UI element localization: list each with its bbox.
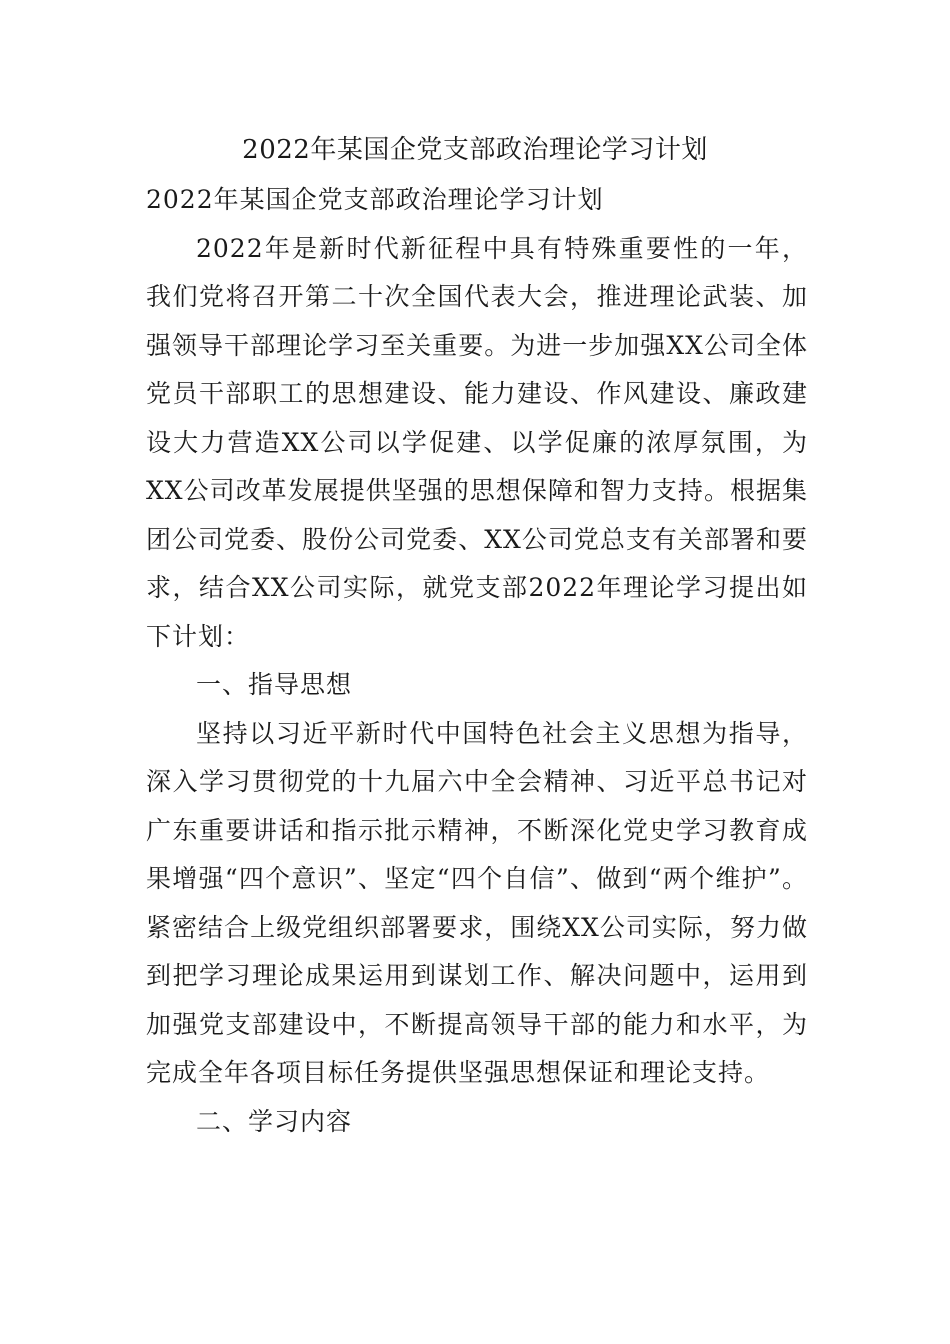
intro-paragraph: 2022年是新时代新征程中具有特殊重要性的一年，我们党将召开第二十次全国代表大会，推进理论武装、加强领导干部理论学习至关重要。为进一步加强XX公司全体党员干部职工的思想建设、能力建设、作风建设、廉政建设大力营造XX公司以学促建、以学促廉的浓厚氛围，为XX公司改革发展提供坚强的思想保障和智力支持。根据集团公司党委、股份公司党委、XX公司党总支有关部署和要求，结合XX公司实际，就党支部2022年理论学习提出如下计划： (146, 233, 808, 651)
guiding-ideology-paragraph: 坚持以习近平新时代中国特色社会主义思想为指导，深入学习贯彻党的十九届六中全会精神、习近平总书记对广东重要讲话和指示批示精神，不断深化党史学习教育成果增强“四个意识”、坚定“四个自信”、做到“两个维护”。紧密结合上级党组织部署要求，围绕XX公司实际，努力做到把学习理论成果运用到谋划工作、解决问题中，运用到加强党支部建设中，不断提高领导干部的能力和水平，为完成全年各项目标任务提供坚强思想保证和理论支持。 (146, 718, 808, 1087)
section-heading-guiding-ideology: 一、指导思想 (196, 670, 353, 699)
section-heading-study-content: 二、学习内容 (196, 1106, 353, 1136)
document-body (146, 176, 808, 1146)
document-title: 2022年某国企党支部政治理论学习计划 (242, 135, 708, 165)
document-subtitle: 2022年某国企党支部政治理论学习计划 (146, 185, 604, 214)
